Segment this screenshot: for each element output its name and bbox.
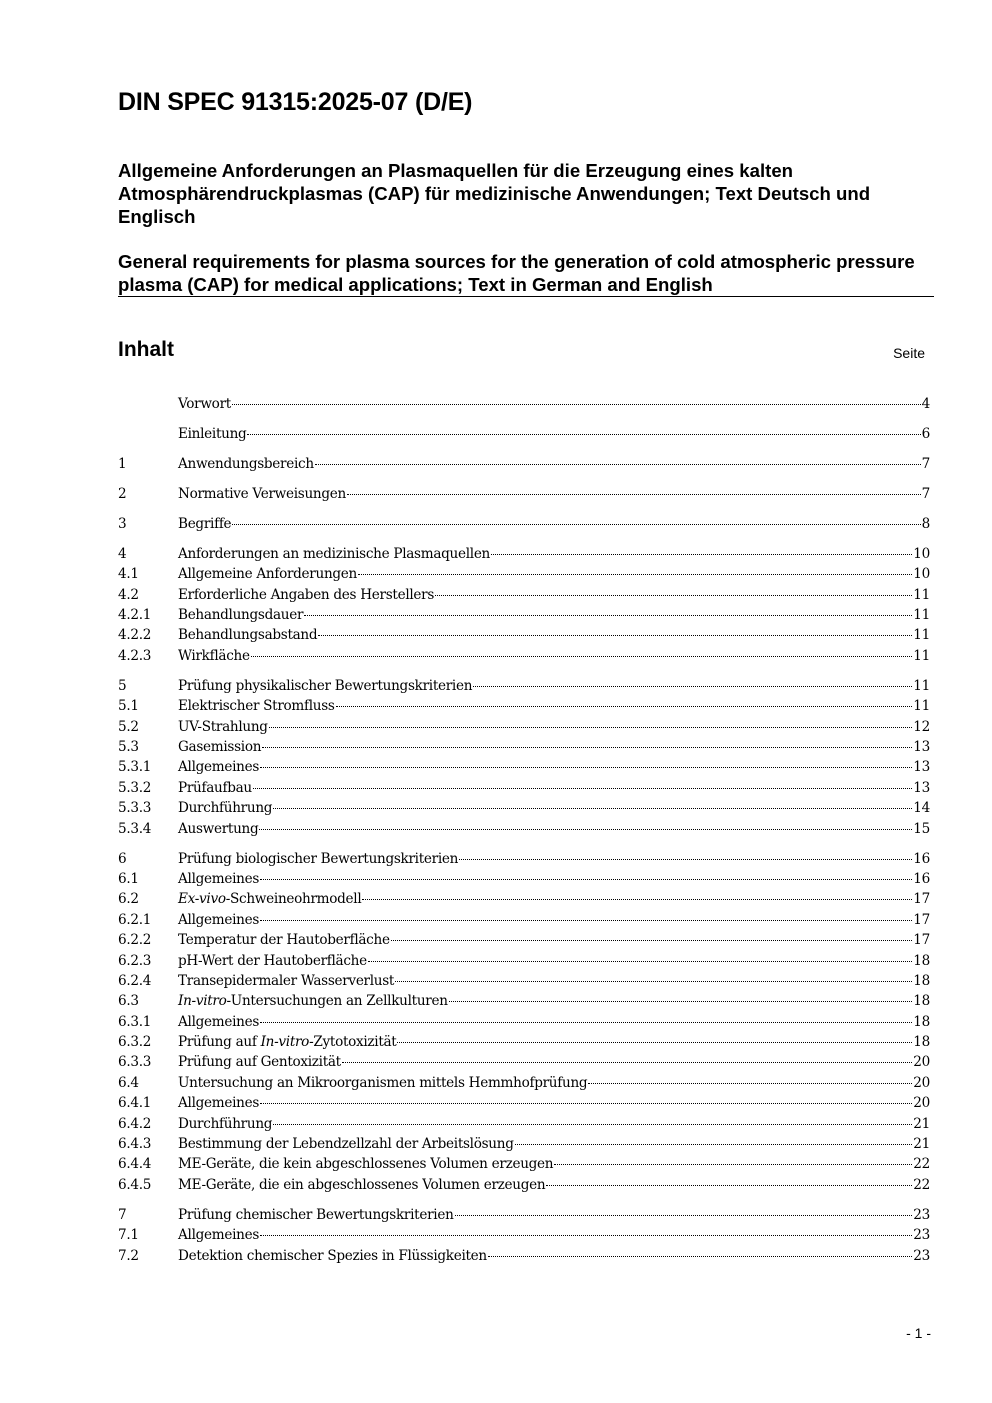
toc-entry-title-part: Detektion chemischer Spezies in Flüssigkeiten xyxy=(178,1247,487,1264)
toc-dot-leader xyxy=(247,434,920,435)
toc-entry-title xyxy=(178,676,472,696)
toc-entry[interactable] xyxy=(118,1052,930,1072)
toc-entry[interactable] xyxy=(118,798,930,818)
toc-entry-title xyxy=(178,454,314,474)
toc-entry-title-part: Anforderungen an medizinische Plasmaquellen xyxy=(178,545,491,562)
toc-dot-leader xyxy=(262,747,912,748)
toc-entry[interactable] xyxy=(118,971,930,991)
toc-entry-title-part: Anwendungsbereich xyxy=(178,455,314,472)
toc-entry[interactable] xyxy=(118,717,930,737)
toc-entry-title-part: Prüfung physikalischer Bewertungskriterien xyxy=(178,677,473,694)
toc-entry-title-part: Untersuchungen an Zellkulturen xyxy=(230,993,448,1010)
toc-dot-leader xyxy=(459,859,912,860)
toc-entry-page: 23 xyxy=(913,1247,930,1264)
toc-entry-number: 5.3.1 xyxy=(118,759,152,776)
toc-entry-title xyxy=(178,646,250,666)
toc-entry-number: 4.2.1 xyxy=(118,607,152,624)
toc-entry[interactable] xyxy=(118,1175,930,1195)
toc-entry-page: 21 xyxy=(913,1115,930,1132)
toc-entry-title xyxy=(178,1246,487,1266)
toc-entry[interactable] xyxy=(118,849,930,869)
toc-dot-leader xyxy=(449,1001,913,1002)
toc-entry-title-part: pH-Wert der Hautoberfläche xyxy=(178,952,367,969)
toc-entry-title xyxy=(178,1093,259,1113)
toc-entry-page: 17 xyxy=(913,932,930,949)
toc-dot-leader xyxy=(554,1164,912,1165)
toc-entry[interactable] xyxy=(118,696,930,716)
toc-entry-page: 17 xyxy=(913,891,930,908)
toc-entry-page: 20 xyxy=(913,1074,930,1091)
toc-entry-title-part: ME-Geräte, die kein abgeschlossenes Volumen erzeugen xyxy=(178,1156,554,1173)
toc-entry-title-part: Prüfung auf Gentoxizität xyxy=(178,1054,341,1071)
toc-entry-number: 7.2 xyxy=(118,1247,139,1264)
toc-entry-title-part: Behandlungsabstand xyxy=(178,627,318,644)
toc-entry-page: 10 xyxy=(913,545,930,562)
toc-heading: Inhalt xyxy=(118,338,174,361)
toc-entry-title-part: Durchführung xyxy=(178,800,273,817)
toc-entry[interactable] xyxy=(118,1032,930,1052)
toc-entry-number: 4 xyxy=(118,545,127,562)
toc-entry-title-part: Transepidermaler Wasserverlust xyxy=(178,972,395,989)
toc-entry[interactable] xyxy=(118,514,930,534)
toc-entry[interactable] xyxy=(118,757,930,777)
toc-dot-leader xyxy=(260,1235,912,1236)
toc-dot-leader xyxy=(260,1022,912,1023)
toc-dot-leader xyxy=(336,706,913,707)
toc-entry-title xyxy=(178,544,490,564)
toc-entry[interactable] xyxy=(118,1114,930,1134)
toc-entry-number: 7 xyxy=(118,1206,127,1223)
toc-entry-page: 18 xyxy=(913,993,930,1010)
toc-entry-page: 13 xyxy=(913,779,930,796)
toc-entry-number: 6.2.4 xyxy=(118,972,152,989)
toc-entry-title xyxy=(178,910,259,930)
toc-entry-title xyxy=(178,696,335,716)
toc-entry-title xyxy=(178,798,272,818)
toc-entry[interactable] xyxy=(118,1012,930,1032)
toc-dot-leader xyxy=(347,494,921,495)
toc-entry[interactable] xyxy=(118,930,930,950)
toc-entry-number: 5.3.4 xyxy=(118,820,152,837)
toc-entry-title-part: ME-Geräte, die ein abgeschlossenes Volumen erzeugen xyxy=(178,1176,546,1193)
toc-entry[interactable] xyxy=(118,646,930,666)
toc-entry-title xyxy=(178,1175,545,1195)
toc-entry-title-part: Ex-vivo- xyxy=(178,891,231,908)
toc-entry-page: 8 xyxy=(921,515,930,532)
toc-entry-title xyxy=(178,1114,272,1134)
toc-entry-title-part: Allgemeines xyxy=(178,1095,260,1112)
toc-entry-title xyxy=(178,991,448,1011)
toc-entry-title-part: Prüfung auf xyxy=(178,1034,261,1051)
toc-entry-title-part: Erforderliche Angaben des Herstellers xyxy=(178,586,435,603)
toc-dot-leader xyxy=(304,615,912,616)
toc-entry-number: 5.3 xyxy=(118,739,139,756)
toc-entry[interactable] xyxy=(118,605,930,625)
toc-page-column-header: Seite xyxy=(893,345,925,361)
toc-entry-page: 7 xyxy=(921,485,930,502)
toc-entry-number: 6.2 xyxy=(118,891,139,908)
toc-entry-title-part: Begriffe xyxy=(178,515,232,532)
toc-entry-page: 11 xyxy=(913,647,930,664)
toc-entry-number: 4.2 xyxy=(118,586,139,603)
toc-entry-title-part: UV-Strahlung xyxy=(178,718,268,735)
toc-entry[interactable] xyxy=(118,1154,930,1174)
toc-dot-leader xyxy=(260,879,912,880)
toc-entry[interactable] xyxy=(118,951,930,971)
toc-entry-title-part: Prüfung biologischer Bewertungskriterien xyxy=(178,850,459,867)
toc-entry-page: 18 xyxy=(913,1034,930,1051)
toc-entry-page: 7 xyxy=(921,455,930,472)
toc-entry-title xyxy=(178,625,317,645)
toc-dot-leader xyxy=(260,920,912,921)
toc-entry-page: 12 xyxy=(913,718,930,735)
toc-entry-title-part: Zytotoxizität xyxy=(313,1034,397,1051)
toc-entry-number: 6.3.3 xyxy=(118,1054,152,1071)
toc-dot-leader xyxy=(251,656,913,657)
toc-entry-number: 5 xyxy=(118,677,127,694)
toc-entry-title xyxy=(178,869,259,889)
toc-entry-title-part: Bestimmung der Lebendzellzahl der Arbeitslösung xyxy=(178,1136,514,1153)
toc-entry-number: 6.4.5 xyxy=(118,1176,152,1193)
toc-dot-leader xyxy=(260,767,912,768)
toc-entry-title-part: Gasemission xyxy=(178,739,262,756)
toc-entry-title xyxy=(178,1134,514,1154)
toc-entry-page: 23 xyxy=(913,1206,930,1223)
toc-entry-page: 11 xyxy=(913,627,930,644)
toc-dot-leader xyxy=(455,1215,913,1216)
toc-entry-number: 6.2.1 xyxy=(118,911,152,928)
toc-entry-number: 6.1 xyxy=(118,870,139,887)
toc-entry-title xyxy=(178,1073,587,1093)
toc-entry-page: 20 xyxy=(913,1095,930,1112)
toc-dot-leader xyxy=(491,554,912,555)
toc-entry-page: 6 xyxy=(921,425,930,442)
toc-entry-title xyxy=(178,1205,454,1225)
toc-dot-leader xyxy=(259,829,912,830)
toc-entry-number: 6 xyxy=(118,850,127,867)
toc-entry-title xyxy=(178,849,458,869)
toc-entry-title xyxy=(178,1154,553,1174)
toc-dot-leader xyxy=(546,1185,912,1186)
toc-entry-number: 7.1 xyxy=(118,1227,139,1244)
toc-entry-title xyxy=(178,757,259,777)
toc-entry-title xyxy=(178,394,231,414)
toc-dot-leader xyxy=(473,686,912,687)
toc-entry-title xyxy=(178,1052,341,1072)
toc-entry-number: 5.3.3 xyxy=(118,800,152,817)
toc-entry-title-part: In-vitro- xyxy=(260,1034,314,1051)
toc-entry-title-part: Untersuchung an Mikroorganismen mittels Hemmhofprüfung xyxy=(178,1074,588,1091)
page-number: - 1 - xyxy=(906,1325,931,1341)
toc-entry[interactable] xyxy=(118,869,930,889)
toc-entry[interactable] xyxy=(118,484,930,504)
toc-dot-leader xyxy=(588,1083,912,1084)
toc-entry-title-part: Schweineohrmodell xyxy=(230,891,362,908)
toc-entry-title xyxy=(178,971,394,991)
toc-entry-number: 6.3.1 xyxy=(118,1013,152,1030)
toc-entry-title xyxy=(178,585,434,605)
toc-entry-title xyxy=(178,424,246,444)
toc-dot-leader xyxy=(318,635,912,636)
toc-entry[interactable] xyxy=(118,910,930,930)
table-of-contents xyxy=(118,394,930,1266)
toc-dot-leader xyxy=(368,961,912,962)
subtitle-german: Allgemeine Anforderungen an Plasmaquellen für die Erzeugung eines kalten Atmosphärendruckplasmas (CAP) für medizinische Anwendungen; Text Deutsch und Englisch xyxy=(118,160,871,227)
toc-entry-number: 1 xyxy=(118,455,127,472)
toc-entry-title xyxy=(178,514,231,534)
toc-entry-number: 4.2.2 xyxy=(118,627,152,644)
toc-entry-page: 23 xyxy=(913,1227,930,1244)
toc-entry-number: 4.1 xyxy=(118,566,139,583)
toc-entry-title-part: Allgemeines xyxy=(178,759,260,776)
toc-entry-page: 18 xyxy=(913,1013,930,1030)
toc-entry-number: 5.1 xyxy=(118,698,139,715)
toc-entry-title-part: Normative Verweisungen xyxy=(178,485,346,502)
toc-dot-leader xyxy=(358,574,912,575)
toc-entry[interactable] xyxy=(118,424,930,444)
toc-entry-page: 16 xyxy=(913,870,930,887)
toc-dot-leader xyxy=(435,595,912,596)
toc-entry-page: 11 xyxy=(913,607,930,624)
toc-entry[interactable] xyxy=(118,585,930,605)
toc-entry-title-part: Durchführung xyxy=(178,1115,273,1132)
toc-entry-number: 2 xyxy=(118,485,127,502)
toc-entry[interactable] xyxy=(118,1134,930,1154)
toc-entry-page: 11 xyxy=(913,698,930,715)
toc-entry-title xyxy=(178,1012,259,1032)
toc-entry[interactable] xyxy=(118,676,930,696)
toc-entry[interactable] xyxy=(118,1225,930,1245)
toc-entry-number: 6.4.3 xyxy=(118,1136,152,1153)
toc-entry[interactable] xyxy=(118,1073,930,1093)
toc-entry-number: 4.2.3 xyxy=(118,647,152,664)
toc-entry-title-part: Behandlungsdauer xyxy=(178,607,304,624)
toc-entry-number: 3 xyxy=(118,515,127,532)
toc-entry-title-part: In-vitro- xyxy=(178,993,231,1010)
toc-entry-number: 5.3.2 xyxy=(118,779,152,796)
toc-entry-number: 6.4.2 xyxy=(118,1115,152,1132)
toc-entry[interactable] xyxy=(118,564,930,584)
toc-entry-page: 18 xyxy=(913,952,930,969)
toc-entry-title-part: Allgemeines xyxy=(178,870,260,887)
toc-entry[interactable] xyxy=(118,1246,930,1266)
document-title: DIN SPEC 91315:2025-07 (D/E) xyxy=(118,88,473,116)
toc-entry-page: 13 xyxy=(913,739,930,756)
toc-entry-title xyxy=(178,564,357,584)
toc-entry-page: 15 xyxy=(913,820,930,837)
toc-entry-number: 5.2 xyxy=(118,718,139,735)
toc-dot-leader xyxy=(391,940,913,941)
toc-entry[interactable] xyxy=(118,991,930,1011)
toc-entry-page: 10 xyxy=(913,566,930,583)
toc-entry-page: 20 xyxy=(913,1054,930,1071)
toc-entry-page: 22 xyxy=(913,1156,930,1173)
toc-entry-title xyxy=(178,889,361,909)
toc-entry-title-part: Vorwort xyxy=(178,396,231,412)
toc-dot-leader xyxy=(488,1256,912,1257)
toc-entry-page: 16 xyxy=(913,850,930,867)
toc-dot-leader xyxy=(253,788,912,789)
toc-entry-number: 6.3 xyxy=(118,993,139,1010)
toc-dot-leader xyxy=(269,727,913,728)
toc-entry-number: 6.2.3 xyxy=(118,952,152,969)
toc-entry-page: 17 xyxy=(913,911,930,928)
toc-entry-page: 18 xyxy=(913,972,930,989)
toc-dot-leader xyxy=(232,404,921,405)
toc-dot-leader xyxy=(260,1103,912,1104)
toc-entry-title xyxy=(178,1225,259,1245)
toc-entry[interactable] xyxy=(118,778,930,798)
toc-entry-number: 6.4 xyxy=(118,1074,139,1091)
toc-entry-page: 21 xyxy=(913,1136,930,1153)
toc-entry-number: 6.4.4 xyxy=(118,1156,152,1173)
toc-dot-leader xyxy=(273,808,912,809)
toc-dot-leader xyxy=(232,524,920,525)
toc-entry-title-part: Allgemeines xyxy=(178,1013,260,1030)
toc-dot-leader xyxy=(395,981,912,982)
toc-dot-leader xyxy=(273,1124,912,1125)
toc-entry-title-part: Allgemeine Anforderungen xyxy=(178,566,358,583)
toc-entry[interactable] xyxy=(118,625,930,645)
toc-dot-leader xyxy=(315,464,921,465)
toc-entry-title-part: Prüfung chemischer Bewertungskriterien xyxy=(178,1206,454,1223)
toc-entry-title xyxy=(178,951,367,971)
toc-entry-title-part: Wirkfläche xyxy=(178,647,250,664)
toc-entry-title xyxy=(178,605,303,625)
toc-entry-title xyxy=(178,1032,396,1052)
toc-dot-leader xyxy=(342,1062,912,1063)
toc-entry-title xyxy=(178,717,268,737)
toc-entry-number: 6.4.1 xyxy=(118,1095,152,1112)
toc-entry-title xyxy=(178,737,261,757)
toc-entry-title-part: Prüfaufbau xyxy=(178,779,252,796)
toc-entry-page: 11 xyxy=(913,677,930,694)
toc-entry[interactable] xyxy=(118,394,930,414)
toc-entry-title xyxy=(178,484,346,504)
toc-entry[interactable] xyxy=(118,889,930,909)
toc-dot-leader xyxy=(397,1042,912,1043)
toc-entry[interactable] xyxy=(118,819,930,839)
title-divider xyxy=(118,296,934,297)
toc-entry-page: 22 xyxy=(913,1176,930,1193)
toc-entry-title-part: Temperatur der Hautoberfläche xyxy=(178,932,390,949)
toc-entry-title xyxy=(178,819,258,839)
toc-entry-page: 4 xyxy=(921,396,930,412)
toc-dot-leader xyxy=(515,1144,913,1145)
toc-entry-page: 14 xyxy=(913,800,930,817)
toc-entry-title-part: Allgemeines xyxy=(178,911,260,928)
toc-entry-page: 13 xyxy=(913,759,930,776)
toc-entry[interactable] xyxy=(118,1093,930,1113)
toc-entry-title xyxy=(178,778,252,798)
toc-entry-number: 6.2.2 xyxy=(118,932,152,949)
toc-entry-title-part: Auswertung xyxy=(178,820,259,837)
toc-entry[interactable] xyxy=(118,737,930,757)
toc-entry-title xyxy=(178,930,390,950)
toc-entry[interactable] xyxy=(118,1205,930,1225)
toc-entry[interactable] xyxy=(118,544,930,564)
subtitle-english: General requirements for plasma sources for the generation of cold atmospheric pressure plasma (CAP) for medical applications; Text in German and English xyxy=(118,251,915,295)
toc-entry-title-part: Elektrischer Stromfluss xyxy=(178,698,335,715)
toc-entry-title-part: Allgemeines xyxy=(178,1227,260,1244)
toc-entry-title-part: Einleitung xyxy=(178,425,247,442)
toc-entry-number: 6.3.2 xyxy=(118,1034,152,1051)
toc-entry-page: 11 xyxy=(913,586,930,603)
toc-entry[interactable] xyxy=(118,454,930,474)
toc-dot-leader xyxy=(362,899,912,900)
